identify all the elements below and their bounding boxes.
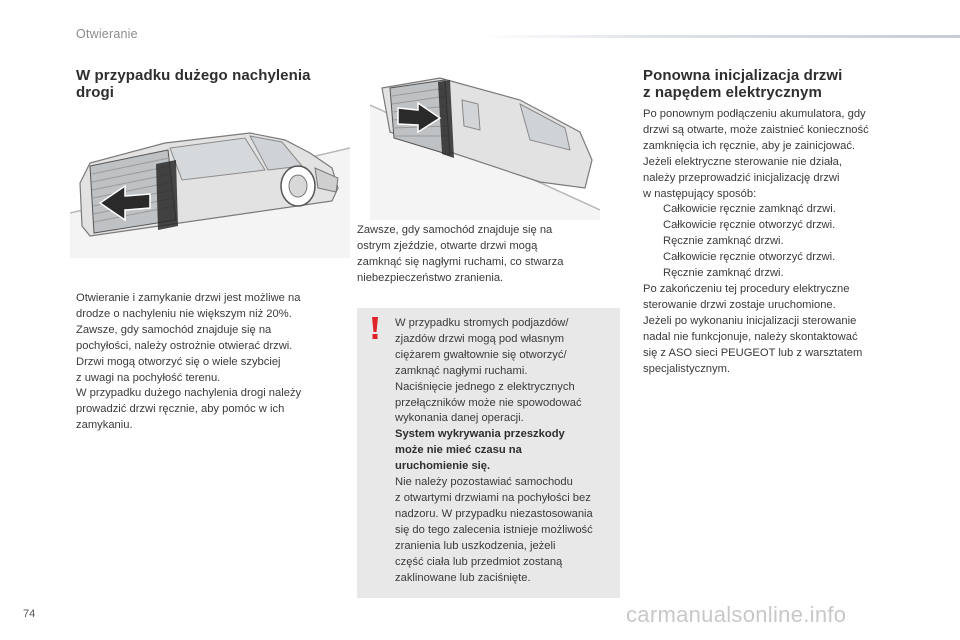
text-line: się z ASO sieci PEUGEOT lub z warsztatem (643, 346, 863, 359)
text-line: ciężarem gwałtownie się otworzyć/ (395, 348, 567, 361)
step-text: Całkowicie ręcznie otworzyć drzwi. (663, 251, 836, 264)
text-line: Po ponownym podłączeniu akumulatora, gdy (643, 108, 866, 120)
bold-text-line: System wykrywania przeszkody (395, 428, 565, 441)
page-number: 74 (23, 608, 36, 620)
step-text: Całkowicie ręcznie zamknąć drzwi. (663, 203, 836, 216)
text-line: Jeżeli elektryczne sterowanie nie działa, (643, 155, 842, 168)
steps-list (643, 202, 923, 282)
text-line: sterowanie drzwi zostaje uruchomione. (643, 298, 836, 311)
left-body-text (76, 291, 348, 434)
text-line: nadal nie funkcjonuje, należy skontaktować (643, 330, 858, 343)
van-downhill-illustration (70, 108, 350, 258)
heading-line: z napędem elektrycznym (643, 84, 822, 101)
text-line: Nie należy pozostawiać samochodu (395, 476, 573, 489)
step-text: Całkowicie ręcznie otworzyć drzwi. (663, 219, 836, 232)
bold-text-line: uruchomienie się. (395, 460, 491, 473)
text-line: nadzoru. W przypadku niezastosowania (395, 507, 593, 520)
heading-line: Ponowna inicjalizacja drzwi (643, 67, 843, 84)
text-line: zaklinowane lub zaciśnięte. (395, 571, 531, 584)
van-uphill-illustration (370, 70, 600, 220)
list-item (643, 202, 923, 218)
text-line: w następujący sposób: (643, 187, 757, 200)
watermark: carmanualsonline.info (626, 602, 847, 627)
right-section-heading (643, 67, 943, 101)
text-line: zjazdów drzwi mogą pod własnym (395, 332, 565, 345)
text-line: zamknięcia ich ręcznie, aby je zainicjować. (643, 139, 856, 152)
header-divider (478, 35, 960, 38)
text-line: z uwagi na pochyłość terenu. (76, 371, 221, 384)
text-line: W przypadku dużego nachylenia drogi należy (76, 387, 302, 400)
text-line: W przypadku stromych podjazdów/ (395, 317, 569, 329)
text-line: pochyłości, należy ostrożnie otwierać drzwi. (76, 339, 293, 352)
text-line: Zawsze, gdy samochód znajduje się na (76, 323, 272, 336)
text-line: przełączników może nie spowodować (395, 396, 582, 409)
middle-body-text (357, 223, 617, 287)
text-line: prowadzić drzwi ręcznie, aby pomóc w ich (76, 403, 285, 416)
heading-line: W przypadku dużego nachylenia (76, 67, 311, 84)
text-line: Otwieranie i zamykanie drzwi jest możliwe na (76, 292, 301, 304)
text-line: należy przeprowadzić inicjalizację drzwi (643, 171, 840, 184)
text-line: Zawsze, gdy samochód znajduje się na (357, 224, 553, 236)
text-line: drodze o nachyleniu nie większym niż 20%. (76, 307, 292, 320)
list-item (643, 234, 923, 250)
text-line: wykonania danej operacji. (395, 412, 524, 425)
list-item (643, 266, 923, 282)
left-section-heading (76, 67, 346, 101)
text-line: się do tego zalecenia istnieje możliwość (395, 523, 593, 536)
section-title: Otwieranie (76, 27, 138, 41)
exclamation-warning-icon (367, 316, 383, 340)
text-line: Jeżeli po wykonaniu inicjalizacji sterowanie (643, 314, 857, 327)
text-line: zamknąć się nagłymi ruchami, co stwarza (357, 255, 564, 268)
list-item (643, 218, 923, 234)
text-line: Drzwi mogą otworzyć się o wiele szybciej (76, 355, 281, 368)
text-line: specjalistycznym. (643, 362, 731, 375)
text-line: Po zakończeniu tej procedury elektryczne (643, 282, 850, 295)
warning-text (395, 316, 617, 586)
right-body-text (643, 107, 923, 377)
text-line: drzwi są otwarte, może zaistnieć konieczność (643, 123, 869, 136)
text-line: zranienia lub uszkodzenia, jeżeli (395, 539, 556, 552)
list-item (643, 250, 923, 266)
heading-line: drogi (76, 84, 114, 101)
text-line: ostrym zjeździe, otwarte drzwi mogą (357, 239, 538, 252)
warning-box (357, 308, 620, 598)
text-line: zamknąć nagłymi ruchami. (395, 364, 528, 377)
step-text: Ręcznie zamknąć drzwi. (663, 267, 784, 280)
text-line: z otwartymi drzwiami na pochyłości bez (395, 491, 591, 504)
step-text: Ręcznie zamknąć drzwi. (663, 235, 784, 248)
text-line: niebezpieczeństwo zranienia. (357, 271, 504, 284)
bold-text-line: może nie mieć czasu na (395, 444, 522, 457)
text-line: część ciała lub przedmiot zostaną (395, 555, 563, 568)
text-line: Naciśnięcie jednego z elektrycznych (395, 380, 575, 393)
text-line: zamykaniu. (76, 419, 133, 432)
